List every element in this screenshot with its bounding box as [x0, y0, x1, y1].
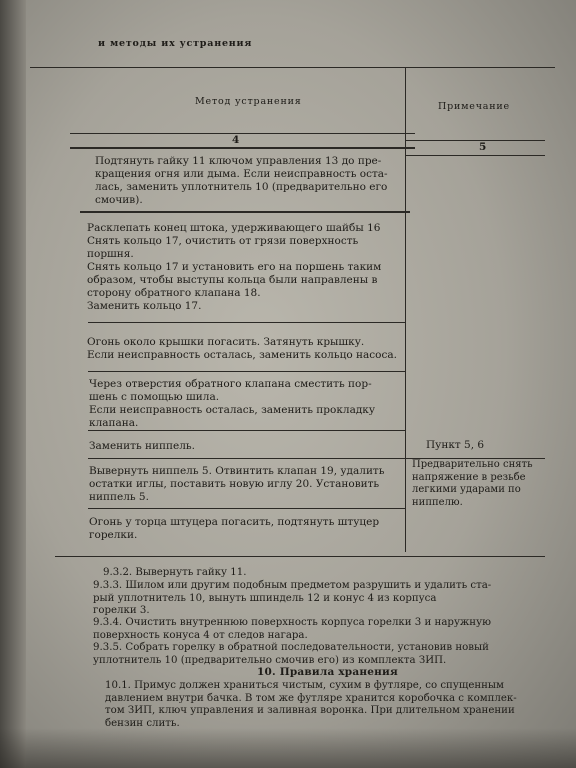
column-4-number: 4	[232, 134, 240, 146]
note-cell: Предварительно снять напряжение в резьбе легкими ударами по ниппелю.	[412, 459, 533, 508]
table-row: Огонь у торца штуцера погасить, подтянуть штуцер горелки.	[89, 516, 380, 541]
table-bottom-rule	[55, 556, 545, 557]
row-separator	[88, 371, 406, 372]
paragraph-10-1: 10.1. Примус должен храниться чистым, сухим в футляре, со спущенным давлением внутри бачка. В том же футляре хранится коробочка с комплек- том ЗИП, ключ управления и заливная воронка. При длительном хранении бензин слить.	[105, 680, 517, 729]
table-row: Огонь около крышки погасить. Затянуть крышку. Если неисправность осталась, заменить кольцо насоса.	[87, 336, 397, 361]
table-row: Вывернуть ниппель 5. Отвинтить клапан 19, удалить остатки иглы, поставить новую иглу 20. Установить ниппель 5.	[89, 465, 385, 503]
column-5-heading: Примечание	[438, 101, 510, 112]
header-rule-left	[70, 133, 415, 134]
header-rule-right	[405, 140, 545, 141]
column-5-number: 5	[479, 141, 487, 153]
page-bottom-shadow	[0, 728, 576, 768]
paragraph-9-3-4: 9.3.4. Очистить внутреннюю поверхность корпуса горелки 3 и наружную поверхность конуса 4 от следов нагара.	[93, 617, 491, 641]
row-separator	[88, 430, 406, 431]
paragraph-9-3-3: 9.3.3. Шилом или другим подобным предметом разрушить и удалить ста- рый уплотнитель 10, вынуть шпиндель 12 и конус 4 из корпуса горелки 3.	[93, 580, 492, 616]
section-title: 10. Правила хранения	[257, 666, 398, 678]
paragraph-9-3-5: 9.3.5. Собрать горелку в обратной последовательности, установив новый уплотнитель 10 (предварительно смочив его) из комплекта ЗИП.	[93, 642, 489, 666]
numbers-rule-right	[405, 155, 545, 156]
column-4-heading: Метод устранения	[195, 96, 302, 107]
row-separator	[80, 211, 410, 213]
table-row: Заменить ниппель.	[89, 440, 195, 452]
table-top-rule	[30, 67, 555, 68]
table-row: Подтянуть гайку 11 ключом управления 13 до пре- кращения огня или дыма. Если неисправность оста- лась, заменить уплотнитель 10 (предварительно его смочив).	[95, 155, 388, 206]
page-edge-shadow	[0, 0, 26, 768]
paragraph-9-3-2: 9.3.2. Вывернуть гайку 11.	[103, 567, 247, 578]
row-separator	[88, 322, 406, 323]
table-row: Через отверстия обратного клапана сместить пор- шень с помощью шила. Если неисправность осталась, заменить прокладку клапана.	[89, 378, 376, 429]
row-separator	[88, 508, 406, 509]
note-cell: Пункт 5, 6	[426, 439, 485, 451]
numbers-rule-left	[70, 147, 415, 149]
table-row: Расклепать конец штока, удерживающего шайбы 16 Снять кольцо 17, очистить от грязи поверхность поршня. Снять кольцо 17 и установить его на поршень таким образом, чтобы выступы кольца были направлены в сторону обратного клапана 18. Заменить кольцо 17.	[87, 222, 382, 312]
table-title-continuation: и методы их устранения	[98, 38, 253, 49]
